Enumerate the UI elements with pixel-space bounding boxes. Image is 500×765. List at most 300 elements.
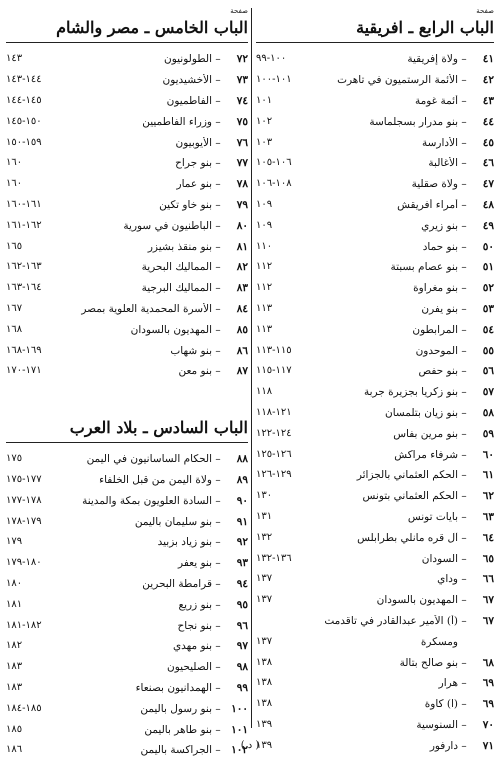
entry-dash: – xyxy=(215,453,221,466)
toc-entry xyxy=(6,657,248,678)
entry-number: ٦٩ xyxy=(482,698,494,711)
entry-title: المماليك البرجية xyxy=(141,282,212,295)
toc-entry xyxy=(256,652,494,673)
entry-number: ٥٨ xyxy=(482,406,494,419)
entry-title: بنو يفرن xyxy=(421,302,458,315)
entry-pages: ١١٢ xyxy=(256,282,273,294)
entry-number: ٨٢ xyxy=(236,261,248,274)
toc-entry xyxy=(6,574,248,595)
entry-pages: ١٣٦-١٣٢ xyxy=(256,552,292,564)
entry-dash: – xyxy=(461,282,467,295)
entry-number: ٨٩ xyxy=(236,473,248,486)
entry-dash: – xyxy=(461,677,467,690)
toc-entry xyxy=(6,678,248,699)
entry-dash: – xyxy=(215,178,221,191)
entry-pages: ١١٨ xyxy=(256,386,273,398)
entry-title: بنو مرين بفاس xyxy=(393,427,458,440)
entry-title: الأيوبيون xyxy=(175,136,212,149)
entry-dash: – xyxy=(461,531,467,544)
entry-number: ٦٥ xyxy=(482,552,494,565)
entry-title: آل قره مانلي بطرابلس xyxy=(357,531,458,544)
entry-number: ٩٤ xyxy=(236,577,248,590)
entry-title: وداي xyxy=(437,573,458,586)
entry-number: ٧٨ xyxy=(236,178,248,191)
entry-title: بنو خاو تكين xyxy=(159,198,212,211)
entry-number: ٤٣ xyxy=(482,94,494,107)
toc-entry xyxy=(256,299,494,320)
entry-pages: ١٨٢ xyxy=(6,640,23,652)
entry-title: ولاة صقلية xyxy=(411,178,458,191)
toc-entry xyxy=(6,299,248,320)
entry-dash: – xyxy=(461,594,467,607)
left-column xyxy=(6,6,248,761)
entry-pages: ١٣٢ xyxy=(256,531,273,543)
entry-number: ٥٩ xyxy=(482,427,494,440)
entry-pages: ١٠١-١٠٠ xyxy=(256,74,292,86)
toc-list-chapter-6 xyxy=(6,449,248,761)
entry-dash: – xyxy=(215,661,221,674)
toc-entry xyxy=(6,594,248,615)
entry-pages: ١٨٣ xyxy=(6,661,23,673)
toc-entry xyxy=(256,715,494,736)
entry-number: ٩٢ xyxy=(236,536,248,549)
entry-title: الأئمة الرستميون في تاهرت xyxy=(337,74,458,87)
entry-title: الحكم العثماني بالجزائر xyxy=(356,469,458,482)
entry-pages: ١٢٩-١٢٦ xyxy=(256,469,292,481)
entry-dash: – xyxy=(215,282,221,295)
entry-dash: – xyxy=(215,681,221,694)
entry-number: ٧١ xyxy=(482,739,494,752)
entry-dash: – xyxy=(461,739,467,752)
entry-dash: – xyxy=(215,261,221,274)
entry-pages: ١٢١-١١٨ xyxy=(256,406,292,418)
entry-number: ٦٩ xyxy=(482,677,494,690)
entry-dash: – xyxy=(215,557,221,570)
entry-title: الفاطميون xyxy=(166,94,212,107)
entry-title: بنو حفص xyxy=(418,365,458,378)
entry-dash: – xyxy=(461,406,467,419)
entry-title: هرار xyxy=(438,677,458,690)
toc-entry xyxy=(6,615,248,636)
toc-entry xyxy=(256,569,494,590)
entry-number: ٦٠ xyxy=(482,448,494,461)
entry-number: ٤١ xyxy=(482,53,494,66)
entry-title: دارفور xyxy=(429,739,458,752)
entry-dash: – xyxy=(215,473,221,486)
entry-pages: ١٧٧-١٧٥ xyxy=(6,473,42,485)
entry-pages: ١٦٠ xyxy=(6,157,23,169)
entry-dash: – xyxy=(215,640,221,653)
toc-entry xyxy=(6,49,248,70)
entry-number: ٥٥ xyxy=(482,344,494,357)
entry-pages: ١٦٩-١٦٨ xyxy=(6,344,42,356)
entry-title: بنو نجاح xyxy=(177,619,212,632)
entry-dash: – xyxy=(461,178,467,191)
entry-dash: – xyxy=(461,490,467,503)
entry-dash: – xyxy=(215,198,221,211)
entry-title: بنو زيان بتلمسان xyxy=(384,406,458,419)
entry-dash: – xyxy=(215,53,221,66)
entry-pages: ١٤٣ xyxy=(6,53,23,65)
entry-number: ٥٧ xyxy=(482,386,494,399)
entry-number: ٤٩ xyxy=(482,219,494,232)
entry-title: السنوسية xyxy=(416,718,458,731)
entry-number: ١٠٢ xyxy=(231,744,248,757)
entry-title: قرامطة البحرين xyxy=(142,577,212,590)
toc-entry xyxy=(256,527,494,548)
entry-number: ٨٤ xyxy=(236,302,248,315)
toc-entry xyxy=(256,423,494,444)
entry-title: بنو صالح بتالة xyxy=(399,656,458,669)
entry-title: الأخشيديون xyxy=(162,74,212,87)
page-column-label: صفحة xyxy=(230,7,248,15)
toc-entry xyxy=(6,111,248,132)
toc-entry xyxy=(6,449,248,470)
entry-pages: ١٧٥ xyxy=(6,453,23,465)
entry-dash: – xyxy=(461,552,467,565)
entry-number: ٧٦ xyxy=(236,136,248,149)
entry-number: ٨٨ xyxy=(236,453,248,466)
entry-dash: – xyxy=(215,577,221,590)
entry-title: بنو عمار xyxy=(176,178,212,191)
entry-number: ٧٩ xyxy=(236,198,248,211)
entry-dash: – xyxy=(461,614,467,627)
entry-dash: – xyxy=(215,94,221,107)
entry-number: ٩٩ xyxy=(236,681,248,694)
toc-entry xyxy=(256,444,494,465)
entry-pages: ١٨٠-١٧٩ xyxy=(6,557,42,569)
entry-title: بنو زكريا بجزيرة جربة xyxy=(363,386,458,399)
entry-pages: ١٦٥ xyxy=(6,240,23,252)
entry-title: بنو حماد xyxy=(422,240,458,253)
entry-number: ١٠١ xyxy=(231,723,248,736)
entry-title: وزراء الفاطميين xyxy=(142,115,212,128)
entry-number: ٤٥ xyxy=(482,136,494,149)
entry-dash: – xyxy=(461,510,467,523)
entry-title: الطولونيون xyxy=(163,53,212,66)
entry-number: ٩٨ xyxy=(236,661,248,674)
entry-title: ولاة إفريقية xyxy=(407,53,458,66)
entry-pages: ١٦٨ xyxy=(6,323,23,335)
entry-number: ٦٨ xyxy=(482,656,494,669)
entry-pages: ١٣٧ xyxy=(256,635,273,647)
toc-entry xyxy=(6,278,248,299)
entry-pages: ١٠٢ xyxy=(256,115,273,127)
entry-dash: – xyxy=(215,136,221,149)
entry-title: الأسرة المحمدية العلوية بمصر xyxy=(81,302,212,315)
entry-title: (أ) الأمير عبدالقادر في تاقدمت xyxy=(324,614,458,627)
entry-title: المهديون بالسودان xyxy=(130,323,212,336)
entry-number: ٦٣ xyxy=(482,510,494,523)
entry-number: ٤٧ xyxy=(482,178,494,191)
entry-pages: ١٣٨ xyxy=(256,698,273,710)
right-column xyxy=(256,6,494,756)
entry-dash: – xyxy=(461,448,467,461)
entry-title: بنو زياد بزبيد xyxy=(157,536,212,549)
entry-title: المماليك البحرية xyxy=(141,261,212,274)
entry-dash: – xyxy=(461,365,467,378)
entry-title: بنو زيري xyxy=(421,219,458,232)
toc-entry xyxy=(256,319,494,340)
entry-title: بنو يعفر xyxy=(178,557,212,570)
toc-entry xyxy=(256,49,494,70)
entry-dash: – xyxy=(461,94,467,107)
entry-pages: ١٣٩ xyxy=(256,739,273,751)
entry-title: الجراكسة باليمن xyxy=(140,744,212,757)
entry-dash: – xyxy=(461,74,467,87)
entry-title: أئمة غومة xyxy=(414,94,458,107)
entry-number: ٧٣ xyxy=(236,74,248,87)
entry-pages: ١٦٣-١٦٢ xyxy=(6,261,42,273)
toc-entry xyxy=(6,490,248,511)
entry-number: ٩٧ xyxy=(236,640,248,653)
entry-pages: ١٢٤-١٢٢ xyxy=(256,427,292,439)
toc-entry xyxy=(256,70,494,91)
entry-dash: – xyxy=(461,718,467,731)
entry-dash: – xyxy=(461,136,467,149)
entry-dash: – xyxy=(461,698,467,711)
toc-entry xyxy=(6,70,248,91)
entry-title: بنو شهاب xyxy=(170,344,212,357)
toc-entry xyxy=(256,403,494,424)
toc-entry xyxy=(6,532,248,553)
entry-title: السودان xyxy=(421,552,458,565)
entry-dash: – xyxy=(461,115,467,128)
entry-pages: ١٥٠-١٤٥ xyxy=(6,115,42,127)
entry-pages: ١٣٧ xyxy=(256,594,273,606)
toc-entry xyxy=(6,319,248,340)
toc-entry xyxy=(256,694,494,715)
toc-entry xyxy=(6,340,248,361)
entry-title: بايات تونس xyxy=(407,510,458,523)
entry-title: بنو منقذ بشيزر xyxy=(147,240,212,253)
entry-number: ٤٨ xyxy=(482,198,494,211)
entry-title: بنو معن xyxy=(178,365,212,378)
toc-entry xyxy=(6,553,248,574)
toc-entry xyxy=(256,174,494,195)
entry-number: ٥٢ xyxy=(482,282,494,295)
entry-number: ٧٤ xyxy=(236,94,248,107)
entry-title: شرفاء مراكش xyxy=(394,448,458,461)
entry-pages: ١٢٦-١٢٥ xyxy=(256,448,292,460)
entry-pages: ١٣٠ xyxy=(256,490,273,502)
page-column-label: صفحة xyxy=(476,7,494,15)
entry-dash: – xyxy=(215,494,221,507)
toc-entry xyxy=(6,361,248,382)
toc-entry xyxy=(256,631,494,652)
toc-entry xyxy=(256,486,494,507)
entry-number: ٩٥ xyxy=(236,598,248,611)
toc-entry xyxy=(256,195,494,216)
entry-title: ولاة اليمن من قبل الخلفاء xyxy=(99,473,212,486)
entry-title: المرابطون xyxy=(412,323,458,336)
toc-entry xyxy=(256,673,494,694)
entry-number: ٧٢ xyxy=(236,53,248,66)
entry-title: بنو جراح xyxy=(175,157,212,170)
entry-pages: ١٠٦-١٠٥ xyxy=(256,157,292,169)
entry-number: ٦٧ xyxy=(482,594,494,607)
entry-dash: – xyxy=(215,619,221,632)
entry-pages: ١٧١-١٧٠ xyxy=(6,365,42,377)
entry-number: ٦٢ xyxy=(482,490,494,503)
entry-pages: ١٣٧ xyxy=(256,573,273,585)
entry-dash: – xyxy=(215,115,221,128)
entry-number: ٥٤ xyxy=(482,323,494,336)
entry-pages: ١٣٨ xyxy=(256,677,273,689)
entry-number: ٥٠ xyxy=(482,240,494,253)
toc-entry xyxy=(6,511,248,532)
toc-entry xyxy=(256,111,494,132)
entry-title: السادة العلويون بمكة والمدينة xyxy=(82,494,212,507)
entry-pages: ١٠٩ xyxy=(256,219,273,231)
entry-dash: – xyxy=(215,240,221,253)
entry-pages: ١٧٩ xyxy=(6,536,23,548)
toc-entry xyxy=(6,236,248,257)
entry-dash: – xyxy=(461,469,467,482)
entry-pages: ١٨٢-١٨١ xyxy=(6,619,42,631)
toc-entry xyxy=(6,174,248,195)
entry-pages: ١٦٢-١٦١ xyxy=(6,219,42,231)
entry-title: بنو مغراوة xyxy=(413,282,458,295)
entry-title: بنو طاهر باليمن xyxy=(144,723,212,736)
entry-number: ١٠٠ xyxy=(231,702,248,715)
entry-title: (ا) كاوة xyxy=(424,698,458,711)
entry-pages: ١٦١-١٦٠ xyxy=(6,198,42,210)
toc-entry xyxy=(6,91,248,112)
entry-dash: – xyxy=(461,219,467,232)
entry-dash: – xyxy=(215,723,221,736)
entry-pages: ١٦٤-١٦٣ xyxy=(6,282,42,294)
entry-pages: ١١٣ xyxy=(256,323,273,335)
entry-number: ٥٦ xyxy=(482,365,494,378)
page-number-footer: ( د ) xyxy=(240,740,260,751)
toc-entry xyxy=(6,257,248,278)
toc-entry xyxy=(256,236,494,257)
entry-pages: ١٧٩-١٧٨ xyxy=(6,515,42,527)
entry-pages: ١٨٥-١٨٤ xyxy=(6,702,42,714)
entry-pages: ١٣٩ xyxy=(256,718,273,730)
toc-list-chapter-4 xyxy=(256,49,494,756)
toc-entry xyxy=(6,195,248,216)
chapter-heading-4: الباب الرابع ـ افريقية xyxy=(256,16,494,43)
toc-entry xyxy=(256,361,494,382)
entry-number: ٥١ xyxy=(482,261,494,274)
toc-entry xyxy=(256,91,494,112)
toc-entry xyxy=(256,382,494,403)
entry-dash: – xyxy=(461,344,467,357)
entry-title: المهديون بالسودان xyxy=(376,594,458,607)
entry-number: ٥٣ xyxy=(482,302,494,315)
entry-pages: ١٠٩ xyxy=(256,198,273,210)
entry-number: ٨٣ xyxy=(236,282,248,295)
entry-number: ٦٤ xyxy=(482,531,494,544)
entry-title: الحكام الساسانيون في اليمن xyxy=(86,453,212,466)
toc-entry xyxy=(6,470,248,491)
toc-entry xyxy=(256,465,494,486)
entry-dash: – xyxy=(215,302,221,315)
entry-title: بنو مدرار بسجلماسة xyxy=(369,115,458,128)
toc-entry xyxy=(6,698,248,719)
entry-pages: ١٣٨ xyxy=(256,656,273,668)
entry-number: ٦٦ xyxy=(482,573,494,586)
entry-title: بنو زريع xyxy=(178,598,212,611)
entry-number: ٤٦ xyxy=(482,157,494,170)
entry-title: الموحدون xyxy=(415,344,458,357)
entry-dash: – xyxy=(215,219,221,232)
toc-entry xyxy=(256,215,494,236)
entry-dash: – xyxy=(215,323,221,336)
entry-pages: ١٣١ xyxy=(256,510,273,522)
toc-entry xyxy=(6,215,248,236)
entry-number: ٩٠ xyxy=(236,494,248,507)
entry-pages: ١٨٥ xyxy=(6,723,23,735)
entry-pages: ١٤٤-١٤٣ xyxy=(6,74,42,86)
entry-pages: ١٤٥-١٤٤ xyxy=(6,94,42,106)
entry-pages: ١٨٣ xyxy=(6,681,23,693)
entry-dash: – xyxy=(461,656,467,669)
entry-dash: – xyxy=(461,386,467,399)
entry-pages: ١١٥-١١٣ xyxy=(256,344,292,356)
entry-title: ومسكرة xyxy=(420,635,458,648)
entry-number: ٨٧ xyxy=(236,365,248,378)
column-divider xyxy=(251,8,252,728)
entry-dash: – xyxy=(215,744,221,757)
entry-pages: ١٦٠ xyxy=(6,178,23,190)
toc-list-chapter-5 xyxy=(6,49,248,382)
entry-dash: – xyxy=(461,323,467,336)
toc-entry xyxy=(6,153,248,174)
toc-entry xyxy=(256,507,494,528)
entry-title: أمراء أفريقش xyxy=(397,198,458,211)
entry-pages: ١٠٨-١٠٦ xyxy=(256,178,292,190)
entry-title: الأدارسة xyxy=(422,136,458,149)
entry-pages: ١١٢ xyxy=(256,261,273,273)
entry-number: ٦١ xyxy=(482,469,494,482)
entry-pages: ١٨٦ xyxy=(6,744,23,756)
toc-entry xyxy=(256,611,494,632)
entry-dash: – xyxy=(215,365,221,378)
entry-pages: ١٠٣ xyxy=(256,136,273,148)
toc-entry xyxy=(6,132,248,153)
entry-pages: ١٨٠ xyxy=(6,577,23,589)
entry-number: ٤٢ xyxy=(482,74,494,87)
entry-title: بنو عصام بسبتة xyxy=(390,261,458,274)
entry-dash: – xyxy=(215,515,221,528)
toc-entry xyxy=(256,278,494,299)
entry-title: الأغالبة xyxy=(428,157,458,170)
entry-pages: ١٠١ xyxy=(256,94,273,106)
entry-number: ٨٦ xyxy=(236,344,248,357)
entry-pages: ١٥٩-١٥٠ xyxy=(6,136,42,148)
entry-dash: – xyxy=(215,74,221,87)
entry-dash: – xyxy=(215,344,221,357)
entry-title: بنو رسول باليمن xyxy=(140,702,212,715)
entry-number: ٧٠ xyxy=(482,718,494,731)
entry-title: بنو سليمان باليمن xyxy=(134,515,212,528)
entry-number: ٩٦ xyxy=(236,619,248,632)
entry-pages: ١١٧-١١٥ xyxy=(256,365,292,377)
toc-entry xyxy=(256,340,494,361)
entry-dash: – xyxy=(215,536,221,549)
entry-dash: – xyxy=(461,157,467,170)
entry-dash: – xyxy=(461,53,467,66)
entry-pages: ١١٣ xyxy=(256,302,273,314)
toc-entry xyxy=(6,719,248,740)
entry-pages: ١٦٧ xyxy=(6,302,23,314)
toc-entry xyxy=(6,636,248,657)
toc-entry xyxy=(256,590,494,611)
entry-number: ٨٠ xyxy=(236,219,248,232)
